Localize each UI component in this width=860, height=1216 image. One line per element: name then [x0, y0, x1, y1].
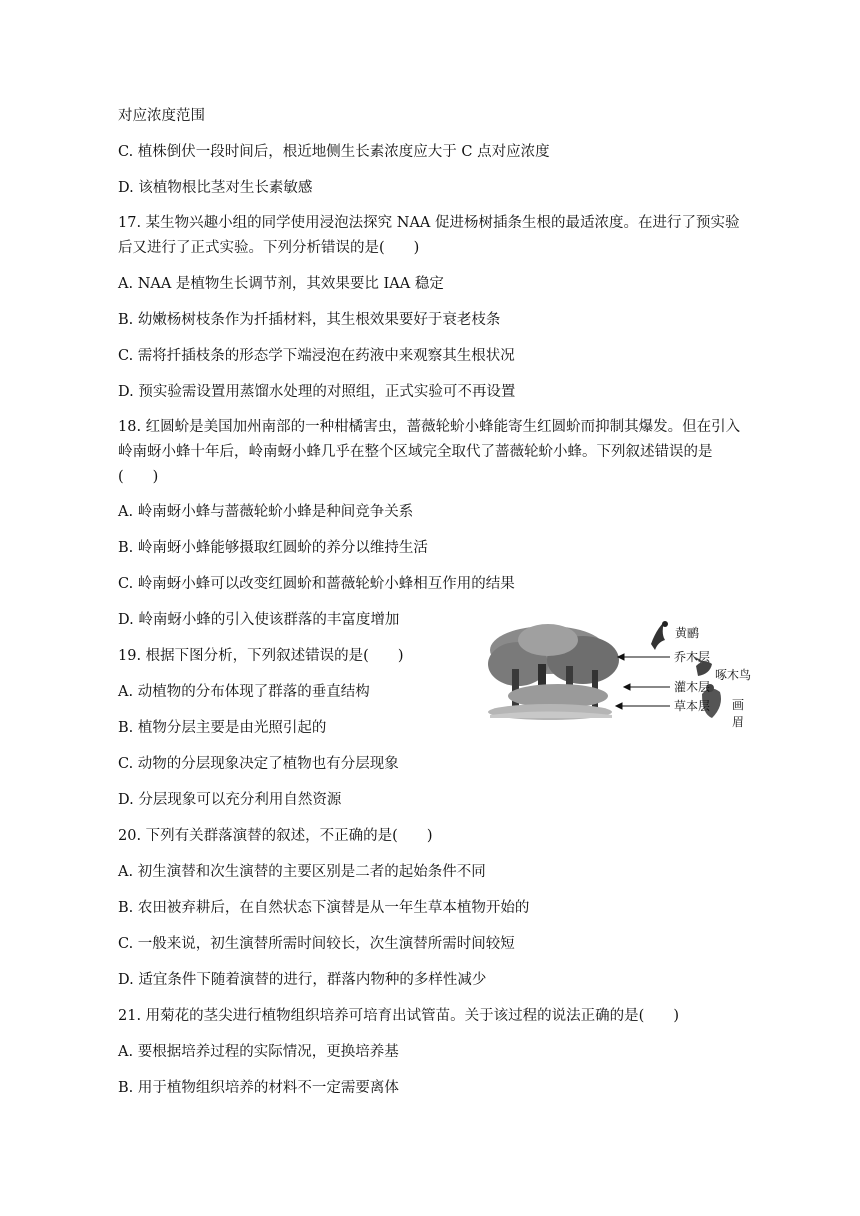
line-12: D. 岭南蚜小蜂的引入使该群落的丰富度增加 — [118, 612, 400, 628]
line-19: A. 初生演替和次生演替的主要区别是二者的起始条件不同 — [118, 864, 486, 880]
label-shrub-layer: 灌木层 — [674, 680, 711, 694]
line-21: C. 一般来说，初生演替所需时间较长，次生演替所需时间较短 — [118, 936, 515, 952]
line-4: A. NAA 是植物生长调节剂，其效果要比 IAA 稳定 — [118, 276, 444, 292]
line-20: B. 农田被弃耕后，在自然状态下演替是从一年生草本植物开始的 — [118, 900, 530, 916]
label-thrush-2: 眉 — [732, 715, 745, 729]
label-herb-layer: 草本层 — [674, 699, 711, 713]
line-1: C. 植株倒伏一段时间后，根近地侧生长素浓度应大于 C 点对应浓度 — [118, 144, 550, 160]
line-17: D. 分层现象可以充分利用自然资源 — [118, 792, 342, 808]
line-5: B. 幼嫩杨树枝条作为扦插材料，其生根效果要好于衰老枝条 — [118, 312, 501, 328]
line-24: A. 要根据培养过程的实际情况，更换培养基 — [118, 1044, 399, 1060]
line-9: A. 岭南蚜小蜂与蔷薇轮蚧小蜂是种间竞争关系 — [118, 504, 414, 520]
question-21: 21. 用菊花的茎尖进行植物组织培养可培育出试管苗。关于该过程的说法正确的是( ) — [118, 1008, 679, 1024]
line-10: B. 岭南蚜小蜂能够摄取红圆蚧的养分以维持生活 — [118, 540, 428, 556]
line-14: A. 动植物的分布体现了群落的垂直结构 — [118, 684, 370, 700]
line-0: 对应浓度范围 — [118, 108, 205, 124]
question-17: 17. 某生物兴趣小组的同学使用浸泡法探究 NAA 促进杨树插条生根的最适浓度。在进行了预实验后又进行了正式实验。下列分析错误的是( ) — [118, 215, 740, 256]
layer-arrows — [616, 654, 670, 709]
forest-illustration — [488, 624, 619, 720]
label-thrush-1: 画 — [732, 698, 745, 712]
label-yellow-oriole: 黄鹂 — [675, 626, 700, 640]
label-woodpecker: 啄木鸟 — [715, 668, 752, 682]
forest-layer-figure — [488, 614, 768, 734]
question-20: 20. 下列有关群落演替的叙述，不正确的是( ) — [118, 828, 433, 844]
question-19: 19. 根据下图分析，下列叙述错误的是( ) — [118, 648, 404, 664]
label-tree-layer: 乔木层 — [674, 650, 711, 664]
line-11: C. 岭南蚜小蜂可以改变红圆蚧和蔷薇轮蚧小蜂相互作用的结果 — [118, 576, 515, 592]
line-25: B. 用于植物组织培养的材料不一定需要离体 — [118, 1080, 399, 1096]
line-7: D. 预实验需设置用蒸馏水处理的对照组，正式实验可不再设置 — [118, 384, 516, 400]
line-16: C. 动物的分层现象决定了植物也有分层现象 — [118, 756, 399, 772]
line-15: B. 植物分层主要是由光照引起的 — [118, 720, 327, 736]
question-18: 18. 红圆蚧是美国加州南部的一种柑橘害虫，蔷薇轮蚧小蜂能寄生红圆蚧而抑制其爆发。但在引入岭南蚜小蜂十年后，岭南蚜小蜂几乎在整个区域完全取代了蔷薇轮蚧小蜂。下列叙述错误的是( ) — [118, 419, 741, 485]
line-6: C. 需将扦插枝条的形态学下端浸泡在药液中来观察其生根状况 — [118, 348, 515, 364]
line-2: D. 该植物根比茎对生长素敏感 — [118, 180, 313, 196]
line-22: D. 适宜条件下随着演替的进行，群落内物种的多样性减少 — [118, 972, 487, 988]
